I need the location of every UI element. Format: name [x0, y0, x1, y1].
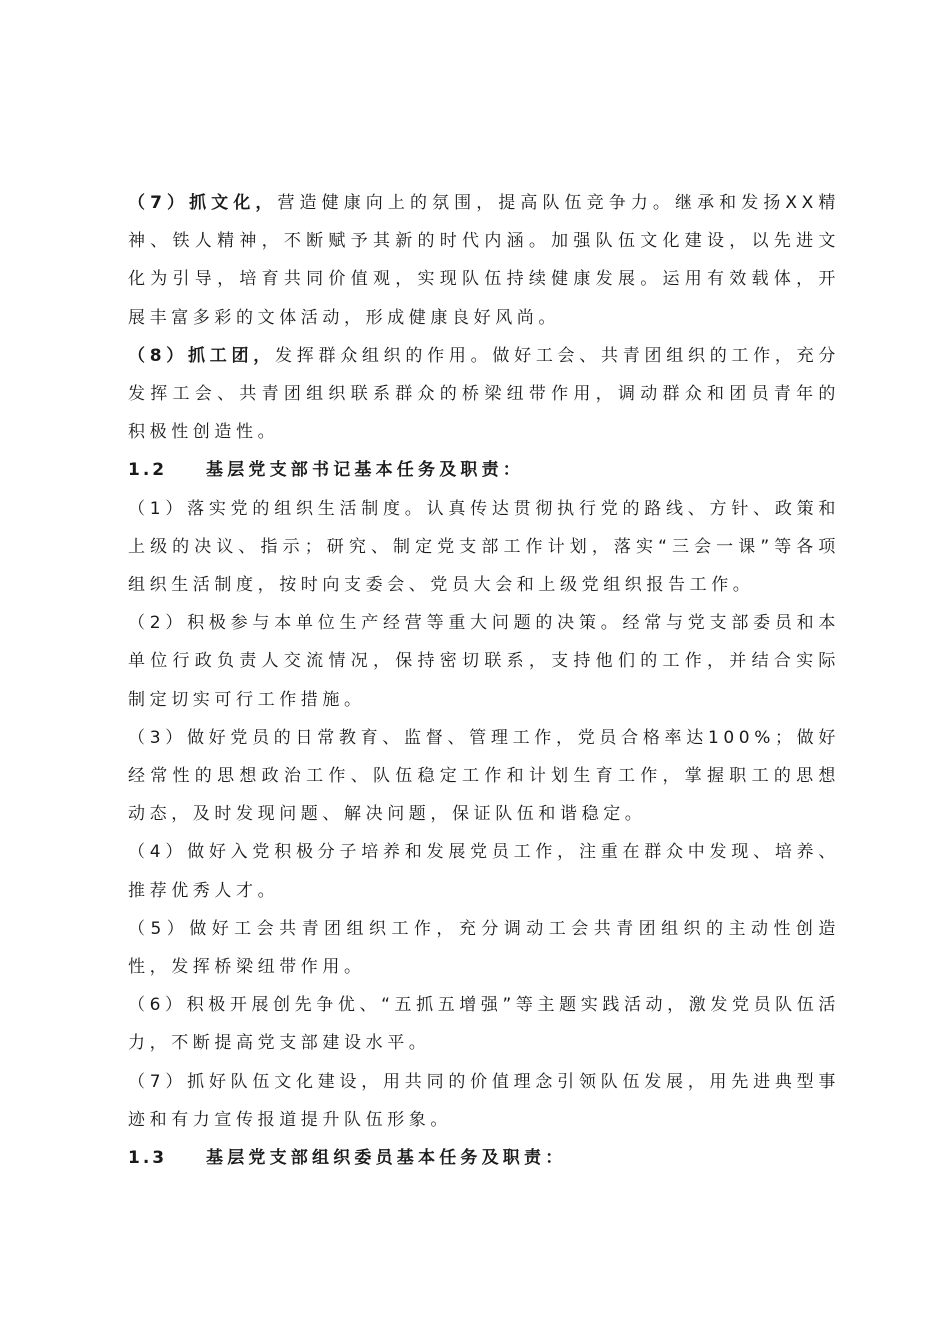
paragraph-text: （2）积极参与本单位生产经营等重大问题的决策。经常与党支部委员和本单位行政负责人交流情况，保持密切联系，支持他们的工作，并结合实际制定切实可行工作措施。: [128, 613, 840, 710]
paragraph-text: 发挥群众组织的作用。做好工会、共青团组织的工作，充分发挥工会、共青团组织联系群众的桥梁纽带作用，调动群众和团员青年的积极性创造性。: [128, 345, 840, 443]
paragraph-text: （1）落实党的组织生活制度。认真传达贯彻执行党的路线、方针、政策和上级的决议、指示；研究、制定党支部工作计划，落实“三会一课”等各项组织生活制度，按时向支委会、党员大会和上级党组织报告工作。: [128, 498, 840, 596]
paragraph-culture: [128, 184, 840, 337]
paragraph-lead: （8）抓工团，: [128, 345, 275, 366]
duty-item-6: [128, 986, 840, 1062]
section-title: 基层党支部组织委员基本任务及职责：: [206, 1148, 567, 1169]
paragraph-lead: （7）抓文化，: [128, 193, 278, 213]
paragraph-text: 营造健康向上的氛围，提高队伍竞争力。继承和发扬XX精神、铁人精神，不断赋予其新的时代内涵。加强队伍文化建设，以先进文化为引导，培育共同价值观，实现队伍持续健康发展。运用有效载体，开展丰富多彩的文体活动，形成健康良好风尚。: [128, 193, 841, 328]
paragraph-text: （6）积极开展创先争优、“五抓五增强”等主题实践活动，激发党员队伍活力，不断提高党支部建设水平。: [128, 995, 840, 1054]
document-body: [128, 184, 840, 1177]
section-number: 1.3: [128, 1148, 168, 1169]
duty-item-1: [128, 490, 840, 605]
section-heading-1-3: [128, 1139, 840, 1177]
paragraph-text: （3）做好党员的日常教育、监督、管理工作，党员合格率达100%；做好经常性的思想政治工作、队伍稳定工作和计划生育工作，掌握职工的思想动态，及时发现问题、解决问题，保证队伍和谐稳定。: [128, 727, 840, 825]
duty-item-3: [128, 719, 840, 834]
paragraph-text: （7）抓好队伍文化建设，用共同的价值理念引领队伍发展，用先进典型事迹和有力宣传报道提升队伍形象。: [128, 1071, 840, 1130]
paragraph-trade-union: [128, 337, 840, 452]
section-heading-1-2: [128, 451, 840, 489]
paragraph-text: （4）做好入党积极分子培养和发展党员工作，注重在群众中发现、培养、推荐优秀人才。: [128, 842, 840, 901]
duty-item-4: [128, 833, 840, 909]
section-number: 1.2: [128, 460, 168, 481]
duty-item-5: [128, 910, 840, 986]
duty-item-7: [128, 1063, 840, 1139]
section-title: 基层党支部书记基本任务及职责：: [206, 460, 524, 481]
paragraph-text: （5）做好工会共青团组织工作，充分调动工会共青团组织的主动性创造性，发挥桥梁纽带作用。: [128, 918, 840, 978]
duty-item-2: [128, 604, 840, 719]
